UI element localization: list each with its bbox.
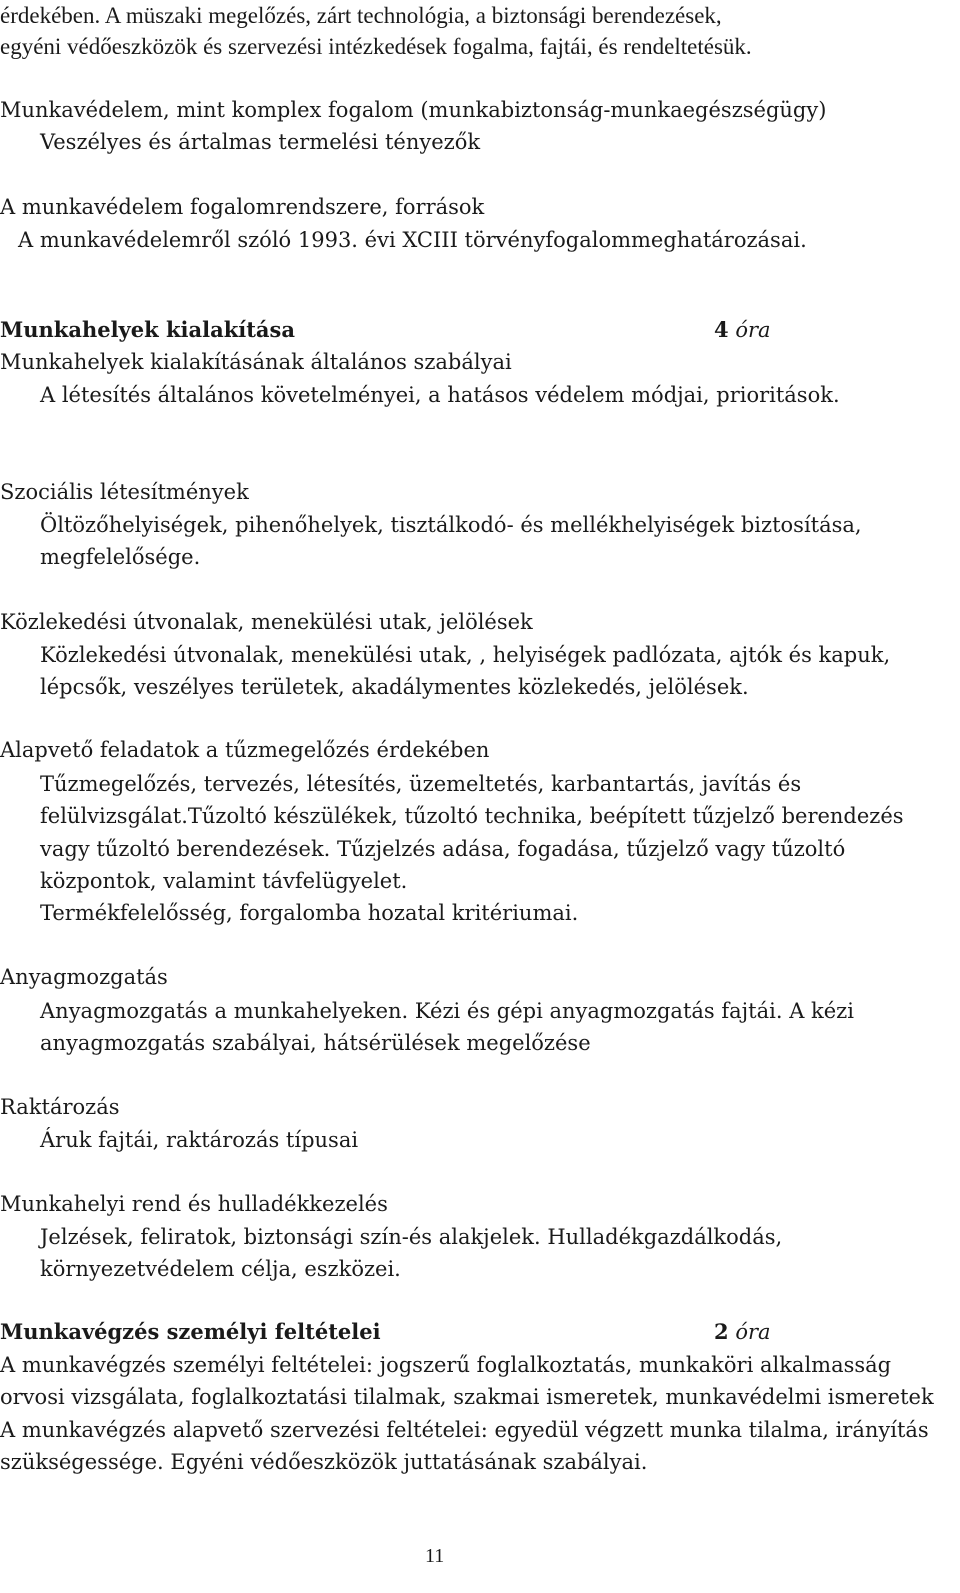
subsection-text: lépcsők, veszélyes területek, akadálymentes közlekedés, jelölések. (40, 675, 749, 699)
section-text: szükségessége. Egyéni védőeszközök juttatásának szabályai. (0, 1450, 648, 1474)
section-text: A munkavégzés alapvető szervezési feltételei: egyedül végzett munka tilalma, irányítás (0, 1418, 929, 1442)
subsection-title: Közlekedési útvonalak, menekülési utak, jelölések (0, 610, 533, 634)
subsection-title: Munkahelyi rend és hulladékkezelés (0, 1192, 388, 1216)
section-text: A munkavégzés személyi feltételei: jogszerű foglalkoztatás, munkaköri alkalmasság (0, 1353, 892, 1377)
section-hours (714, 314, 771, 346)
subsection-text: vagy tűzoltó berendezések. Tűzjelzés adása, fogadása, tűzjelző vagy tűzoltó (40, 837, 846, 861)
subsection-text: Anyagmozgatás a munkahelyeken. Kézi és gépi anyagmozgatás fajtái. A kézi (40, 999, 854, 1023)
section-hours (714, 1316, 771, 1348)
hours-unit: óra (735, 1320, 771, 1344)
subsection-text: Termékfelelősség, forgalomba hozatal kritériumai. (40, 901, 579, 925)
subsection-text: Jelzések, feliratok, biztonsági szín-és alakjelek. Hulladékgazdálkodás, (40, 1225, 783, 1249)
subsection-text: felülvizsgálat.Tűzoltó készülékek, tűzoltó technika, beépített tűzjelző berendezés (40, 804, 904, 828)
subsection-text: anyagmozgatás szabályai, hátsérülések megelőzése (40, 1031, 591, 1055)
subsection-text: Öltözőhelyiségek, pihenőhelyek, tisztálkodó- és mellékhelyiségek biztosítása, (40, 513, 862, 537)
subsection-title: Alapvető feladatok a tűzmegelőzés érdekében (0, 738, 490, 762)
subsection-title: Raktározás (0, 1095, 120, 1119)
hours-number: 4 (714, 317, 729, 342)
subsection-text: központok, valamint távfelügyelet. (40, 869, 408, 893)
subsection-text: Tűzmegelőzés, tervezés, létesítés, üzemeltetés, karbantartás, javítás és (40, 772, 802, 796)
subsection-text: környezetvédelem célja, eszközei. (40, 1257, 401, 1281)
intro-line: Munkavédelem, mint komplex fogalom (munkabiztonság-munkaegészségügy) (0, 98, 827, 122)
subsection-title: Munkahelyek kialakításának általános szabályai (0, 350, 512, 374)
intro-line: A munkavédelem fogalomrendszere, források (0, 195, 485, 219)
section-title: Munkahelyek kialakítása (0, 317, 295, 342)
intro-line: Veszélyes és ártalmas termelési tényezők (40, 130, 481, 154)
subsection-text: megfelelősége. (40, 545, 201, 569)
intro-line: A munkavédelemről szóló 1993. évi XCIII törvényfogalommeghatározásai. (18, 228, 807, 252)
subsection-title: Szociális létesítmények (0, 480, 249, 504)
subsection-text: A létesítés általános követelményei, a hatásos védelem módjai, prioritások. (40, 383, 840, 407)
subsection-title: Anyagmozgatás (0, 965, 168, 989)
section-text: orvosi vizsgálata, foglalkoztatási tilalmak, szakmai ismeretek, munkavédelmi ismeretek (0, 1385, 934, 1409)
section-title: Munkavégzés személyi feltételei (0, 1319, 381, 1344)
hours-number: 2 (714, 1319, 729, 1344)
page-number: 11 (425, 1545, 445, 1567)
hours-unit: óra (735, 318, 771, 342)
subsection-text: Áruk fajtái, raktározás típusai (40, 1128, 359, 1152)
subsection-text: Közlekedési útvonalak, menekülési utak, , helyiségek padlózata, ajtók és kapuk, (40, 643, 891, 667)
intro-line: érdekében. A müszaki megelőzés, zárt technológia, a biztonsági berendezések, (0, 3, 722, 28)
intro-line: egyéni védőeszközök és szervezési intézkedések fogalma, fajtái, és rendeltetésük. (0, 34, 752, 59)
